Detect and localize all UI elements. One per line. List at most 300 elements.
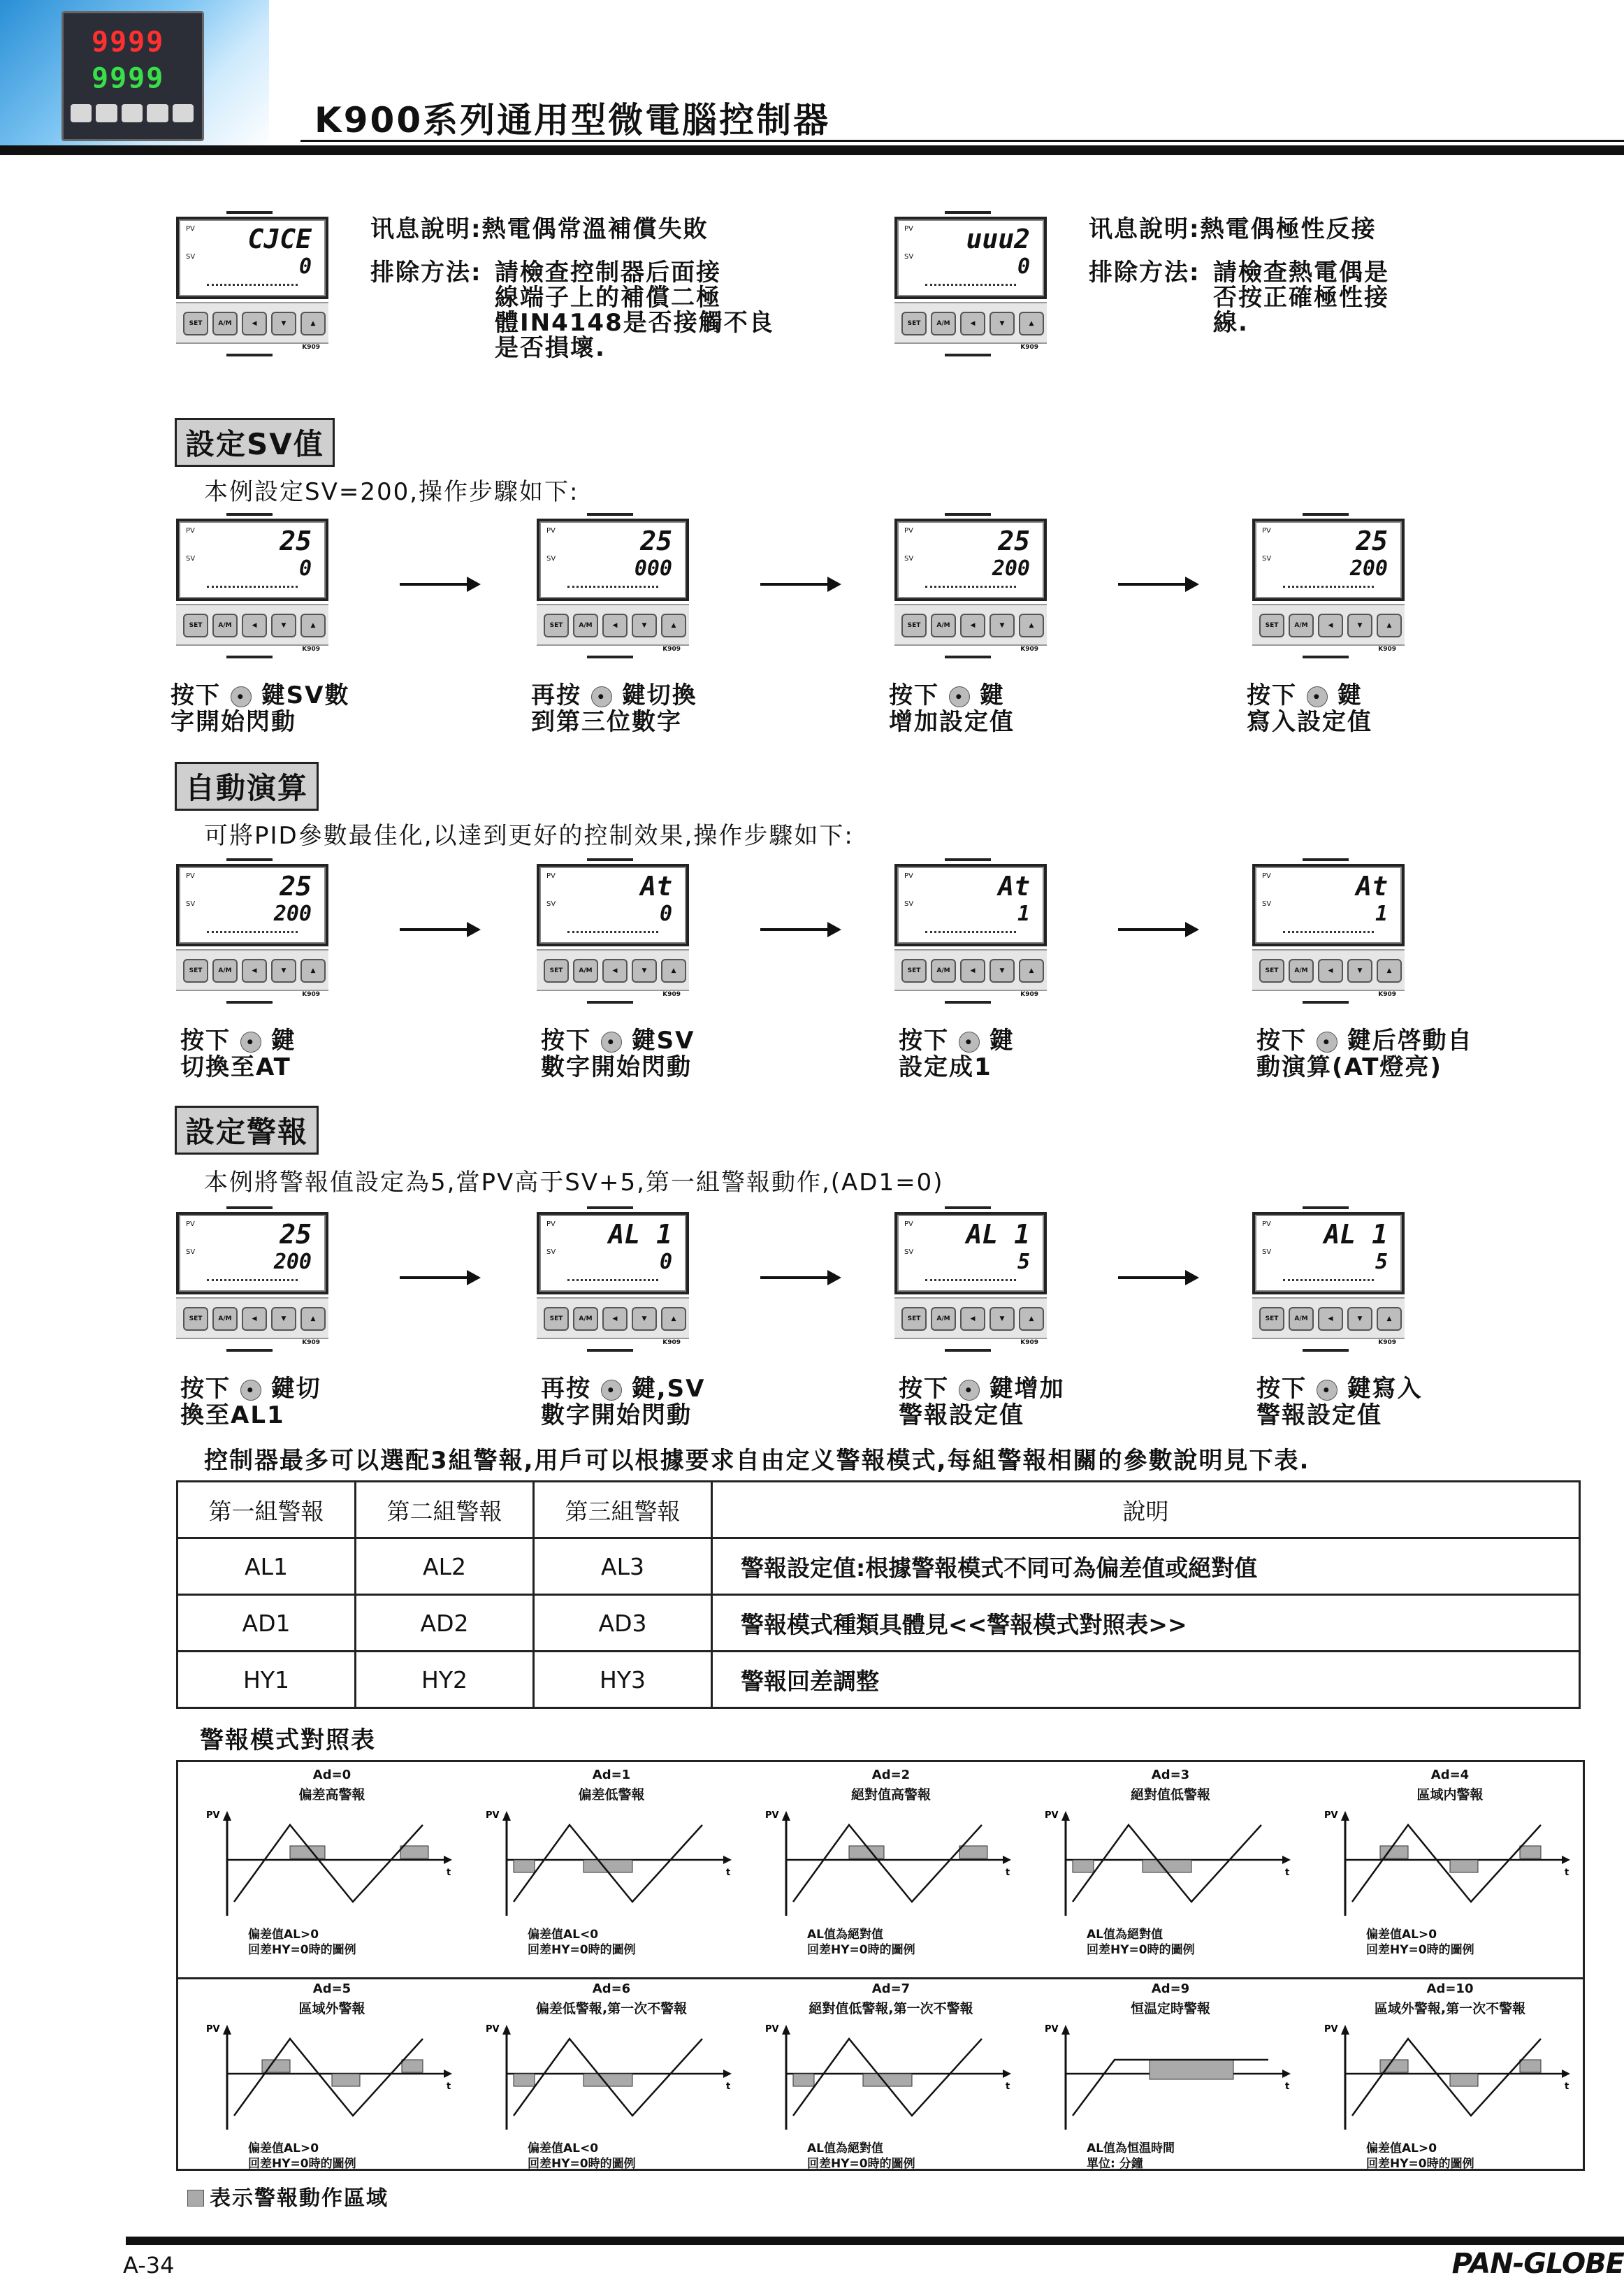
- step-arrow: [400, 928, 477, 931]
- caption-result: 數字開始閃動: [541, 1053, 692, 1081]
- up-key: ▲: [661, 959, 686, 983]
- lcd-screen: [537, 519, 689, 601]
- sv-readout: 200: [273, 902, 312, 926]
- pv-label: PV: [904, 527, 913, 535]
- table-header: 第三組警報: [534, 1482, 712, 1538]
- footer-brand: PAN-GLOBE: [1451, 2248, 1624, 2280]
- sv-readout: 200: [992, 556, 1030, 581]
- key-panel: [176, 302, 328, 344]
- header-rule: [0, 145, 1624, 155]
- mode-plot: [472, 2011, 751, 2137]
- controller-display: [537, 1212, 690, 1352]
- page-title: K900系列通用型微電腦控制器: [314, 100, 831, 140]
- caption-verb: 按下: [899, 1027, 949, 1055]
- pv-readout: At: [1356, 871, 1388, 902]
- set-key: SET: [1259, 614, 1284, 637]
- key-panel: [176, 949, 328, 991]
- info-label: 讯息說明:: [1089, 215, 1201, 243]
- mode-note: 回差HY=0時的圖例: [807, 2157, 915, 2171]
- lcd-screen: [537, 864, 689, 946]
- up-key: ▲: [1377, 959, 1402, 983]
- left-key: ◀: [242, 614, 267, 637]
- down-key: ▼: [632, 1307, 657, 1331]
- table-cell: AD1: [177, 1595, 356, 1652]
- mode-name: 絕對值低警報: [1130, 1787, 1210, 1803]
- set-key: SET: [183, 959, 208, 983]
- pv-label: PV: [186, 527, 195, 535]
- mode-plot: [192, 1797, 472, 1923]
- model-label: K909: [1378, 1339, 1396, 1346]
- up-key: ▲: [300, 959, 326, 983]
- alarm-parameter-table: [176, 1480, 1581, 1709]
- caption-action: 鍵: [270, 1027, 296, 1055]
- sv-label: SV: [186, 900, 196, 908]
- controller-photo: [61, 11, 204, 141]
- up-key: ▲: [661, 1307, 686, 1331]
- caption-verb: 按下: [889, 681, 939, 709]
- table-header: 第一組警報: [177, 1482, 356, 1538]
- am-key: A/M: [212, 312, 238, 335]
- axis-label-t: t: [1285, 2081, 1290, 2092]
- down-key: ▼: [1347, 1307, 1372, 1331]
- caption-action: 鍵增加: [989, 1375, 1065, 1403]
- legend: [187, 2181, 389, 2211]
- sv-readout: 0: [298, 556, 312, 581]
- up-key: ▲: [1377, 1307, 1402, 1331]
- alarm-mode-diagram: [1310, 1762, 1590, 1965]
- up-key: ▲: [661, 614, 686, 637]
- pv-readout: 25: [998, 526, 1030, 556]
- set-key: SET: [183, 312, 208, 335]
- model-label: K909: [302, 1339, 320, 1346]
- axis-label-pv: PV: [1045, 1810, 1059, 1821]
- mode-note: 回差HY=0時的圖例: [248, 2157, 356, 2171]
- mode-name: 區域内警報: [1416, 1787, 1484, 1803]
- table-header-row: [177, 1482, 1580, 1538]
- lcd-screen: [1252, 1212, 1405, 1294]
- am-key: A/M: [212, 959, 238, 983]
- key-icon: ●: [231, 686, 252, 707]
- mode-plot: [1310, 1797, 1590, 1923]
- sv-label: SV: [904, 555, 914, 563]
- table-cell: HY1: [177, 1652, 356, 1708]
- controller-display: [894, 217, 1048, 356]
- page-number: A-34: [123, 2252, 175, 2279]
- axis-label-pv: PV: [1324, 2024, 1338, 2035]
- step-caption: [899, 1375, 1065, 1429]
- step-caption: [541, 1375, 705, 1429]
- lcd-screen: [537, 1212, 689, 1294]
- key-panel: [176, 1297, 328, 1339]
- step-arrow: [760, 583, 837, 586]
- caption-result: 數字開始閃動: [541, 1401, 692, 1429]
- am-key: A/M: [931, 1307, 956, 1331]
- key-panel: [1252, 1297, 1405, 1339]
- mode-note: AL值為恒温時間: [1087, 2142, 1175, 2155]
- am-key: A/M: [573, 614, 598, 637]
- key-panel: [537, 1297, 689, 1339]
- caption-result: 換至AL1: [180, 1401, 285, 1429]
- set-key: SET: [901, 312, 927, 335]
- table-cell: 警報設定值:根據警報模式不同可為偏差值或絕對值: [712, 1538, 1580, 1595]
- section-intro-alarm: 本例將警報值設定為5,當PV高于SV+5,第一組警報動作,(AD1=0): [204, 1169, 944, 1197]
- pv-readout: At: [998, 871, 1030, 902]
- axis-label-t: t: [447, 1868, 451, 1878]
- step-arrow: [760, 928, 837, 931]
- axis-label-pv: PV: [486, 1810, 500, 1821]
- model-label: K909: [1378, 991, 1396, 998]
- photo-keys: [71, 104, 194, 122]
- sv-readout: 000: [634, 556, 672, 581]
- mode-code: Ad=6: [592, 1981, 631, 1996]
- step-arrow: [1118, 1276, 1195, 1279]
- caption-verb: 再按: [541, 1375, 591, 1403]
- step-caption: [171, 682, 350, 735]
- error-fix-line: 否按正確極性接: [1213, 284, 1389, 312]
- photo-pv-readout: 9999: [92, 26, 165, 58]
- pv-label: PV: [904, 1220, 913, 1228]
- alarm-mode-diagram: [472, 1762, 751, 1965]
- caption-action: 鍵SV數: [261, 681, 350, 709]
- am-key: A/M: [931, 312, 956, 335]
- up-key: ▲: [300, 614, 326, 637]
- mode-note: AL值為絕對值: [1087, 1928, 1163, 1942]
- caption-verb: 按下: [1256, 1027, 1307, 1055]
- error-fix-label: 排除方法:: [370, 259, 482, 287]
- step-caption: [889, 682, 1015, 735]
- step-caption: [541, 1027, 695, 1081]
- pv-label: PV: [546, 527, 556, 535]
- sv-label: SV: [546, 555, 556, 563]
- caption-verb: 按下: [541, 1027, 591, 1055]
- mode-name: 恒温定時警報: [1130, 2001, 1210, 2016]
- step-caption: [180, 1375, 321, 1429]
- mode-note: 偏差值AL>0: [248, 2142, 319, 2155]
- caption-result: 動演算(AT燈亮): [1256, 1053, 1442, 1081]
- caption-verb: 按下: [1247, 681, 1297, 709]
- mode-name: 偏差高警報: [298, 1787, 365, 1803]
- lcd-screen: [894, 519, 1047, 601]
- lcd-screen: [176, 1212, 328, 1294]
- mode-code: Ad=3: [1151, 1768, 1190, 1782]
- step-caption: [899, 1027, 1015, 1081]
- error-fix-line: 線.: [1213, 309, 1249, 337]
- alarm-mode-diagram: [1310, 1976, 1590, 2179]
- controller-display: [1252, 519, 1406, 658]
- up-key: ▲: [1019, 1307, 1044, 1331]
- pv-label: PV: [1262, 527, 1271, 535]
- step-arrow: [400, 583, 477, 586]
- set-key: SET: [544, 959, 569, 983]
- lcd-screen: [176, 217, 328, 299]
- mode-note: 回差HY=0時的圖例: [807, 1943, 915, 1957]
- key-panel: [537, 604, 689, 646]
- down-key: ▼: [632, 959, 657, 983]
- axis-label-pv: PV: [206, 1810, 220, 1821]
- section-title-sv: 設定SV值: [175, 418, 335, 467]
- axis-label-pv: PV: [765, 2024, 779, 2035]
- axis-label-t: t: [447, 2081, 451, 2092]
- lcd-screen: [894, 1212, 1047, 1294]
- axis-label-pv: PV: [1045, 2024, 1059, 2035]
- pv-label: PV: [904, 872, 913, 880]
- photo-sv-readout: 9999: [92, 62, 165, 94]
- key-panel: [176, 604, 328, 646]
- model-label: K909: [662, 646, 681, 653]
- caption-action: 鍵SV: [631, 1027, 695, 1055]
- table-cell: 警報回差調整: [712, 1652, 1580, 1708]
- controller-display: [894, 1212, 1048, 1352]
- mode-plot: [472, 1797, 751, 1923]
- alarm-mode-diagram: [192, 1976, 472, 2179]
- caption-action: 鍵寫入: [1347, 1375, 1423, 1403]
- alarm-mode-diagram: [192, 1762, 472, 1965]
- key-panel: [894, 302, 1047, 344]
- left-key: ◀: [242, 312, 267, 335]
- set-key: SET: [544, 614, 569, 637]
- model-label: K909: [302, 991, 320, 998]
- model-label: K909: [662, 1339, 681, 1346]
- sv-readout: 5: [1375, 1250, 1388, 1274]
- up-key: ▲: [1377, 614, 1402, 637]
- controller-display: [176, 864, 330, 1004]
- sv-readout: 0: [659, 1250, 672, 1274]
- alarm-note: 控制器最多可以選配3組警報,用戶可以根據要求自由定义警報模式,每組警報相關的參數說明見下表.: [204, 1447, 1310, 1475]
- axis-label-t: t: [1565, 2081, 1569, 2092]
- mode-plot: [751, 1797, 1031, 1923]
- pv-label: PV: [1262, 1220, 1271, 1228]
- am-key: A/M: [212, 1307, 238, 1331]
- model-label: K909: [1020, 646, 1038, 653]
- am-key: A/M: [931, 959, 956, 983]
- controller-display: [537, 519, 690, 658]
- mode-name: 絕對值低警報,第一次不警報: [809, 2001, 973, 2016]
- axis-label-t: t: [726, 2081, 731, 2092]
- caption-result: 警報設定值: [1256, 1401, 1382, 1429]
- footer-rule: [126, 2237, 1624, 2245]
- axis-label-t: t: [1006, 1868, 1010, 1878]
- table-cell: HY3: [534, 1652, 712, 1708]
- key-panel: [894, 1297, 1047, 1339]
- mode-plot: [1310, 2011, 1590, 2137]
- mode-name: 絕對值高警報: [850, 1787, 931, 1803]
- section-title-at: 自動演算: [175, 762, 319, 811]
- left-key: ◀: [602, 614, 628, 637]
- mode-plot: [1031, 1797, 1310, 1923]
- lcd-screen: [1252, 519, 1405, 601]
- axis-label-t: t: [1285, 1868, 1290, 1878]
- am-key: A/M: [573, 959, 598, 983]
- key-icon: ●: [959, 1380, 980, 1401]
- set-key: SET: [901, 1307, 927, 1331]
- left-key: ◀: [960, 959, 985, 983]
- model-label: K909: [662, 991, 681, 998]
- error-info: [1089, 217, 1377, 242]
- pv-readout: AL 1: [1324, 1219, 1388, 1250]
- key-panel: [894, 604, 1047, 646]
- mode-note: 偏差值AL<0: [528, 2142, 599, 2155]
- set-key: SET: [1259, 1307, 1284, 1331]
- mode-note: 回差HY=0時的圖例: [248, 1943, 356, 1957]
- down-key: ▼: [271, 312, 296, 335]
- mode-plot: [751, 2011, 1031, 2137]
- mode-code: Ad=1: [592, 1768, 631, 1782]
- left-key: ◀: [960, 614, 985, 637]
- left-key: ◀: [960, 312, 985, 335]
- sv-readout: 200: [273, 1250, 312, 1274]
- mode-note: 單位: 分鐘: [1087, 2157, 1143, 2171]
- caption-action: 鍵: [979, 681, 1005, 709]
- lcd-screen: [894, 864, 1047, 946]
- key-icon: ●: [240, 1380, 261, 1401]
- down-key: ▼: [271, 1307, 296, 1331]
- step-arrow: [1118, 928, 1195, 931]
- am-key: A/M: [1289, 959, 1314, 983]
- down-key: ▼: [989, 959, 1015, 983]
- controller-display: [894, 864, 1048, 1004]
- am-key: A/M: [573, 1307, 598, 1331]
- sv-label: SV: [904, 900, 914, 908]
- down-key: ▼: [632, 614, 657, 637]
- step-caption: [1256, 1027, 1473, 1081]
- mode-note: 偏差值AL>0: [248, 1928, 319, 1942]
- am-key: A/M: [931, 614, 956, 637]
- info-text: 熱電偶極性反接: [1200, 215, 1377, 243]
- section-intro-at: 可將PID參數最佳化,以達到更好的控制效果,操作步驟如下:: [204, 822, 854, 850]
- step-arrow: [400, 1276, 477, 1279]
- caption-verb: 按下: [899, 1375, 949, 1403]
- header-image: [0, 0, 269, 150]
- mode-table-title: 警報模式對照表: [200, 1726, 376, 1754]
- up-key: ▲: [1019, 312, 1044, 335]
- sv-label: SV: [904, 1248, 914, 1256]
- step-caption: [1247, 682, 1372, 735]
- mode-code: Ad=7: [871, 1981, 911, 1996]
- pv-label: PV: [186, 1220, 195, 1228]
- down-key: ▼: [989, 614, 1015, 637]
- caption-action: 鍵切: [270, 1375, 321, 1403]
- up-key: ▲: [1019, 959, 1044, 983]
- key-panel: [894, 949, 1047, 991]
- table-header: 第二組警報: [356, 1482, 534, 1538]
- sv-readout: 0: [659, 902, 672, 926]
- axis-label-pv: PV: [765, 1810, 779, 1821]
- caption-result: 切換至AT: [180, 1053, 291, 1081]
- sv-label: SV: [186, 1248, 196, 1256]
- key-icon: ●: [601, 1032, 622, 1053]
- mode-name: 區域外警報: [298, 2001, 365, 2016]
- mode-note: AL值為絕對值: [807, 2142, 883, 2155]
- model-label: K909: [1020, 991, 1038, 998]
- error-fix-line: 請檢查熱電偶是: [1213, 259, 1389, 287]
- set-key: SET: [901, 959, 927, 983]
- controller-display: [537, 864, 690, 1004]
- alarm-mode-diagram: [472, 1976, 751, 2179]
- key-icon: ●: [959, 1032, 980, 1053]
- model-label: K909: [302, 646, 320, 653]
- mode-note: 偏差值AL>0: [1366, 1928, 1437, 1942]
- up-key: ▲: [300, 312, 326, 335]
- step-caption: [1256, 1375, 1423, 1429]
- alarm-mode-diagram: [1031, 1976, 1310, 2179]
- sv-readout: 1: [1375, 902, 1388, 926]
- sv-label: SV: [904, 253, 914, 261]
- axis-label-pv: PV: [206, 2024, 220, 2035]
- set-key: SET: [901, 614, 927, 637]
- controller-display: [1252, 1212, 1406, 1352]
- down-key: ▼: [989, 1307, 1015, 1331]
- section-intro-sv: 本例設定SV=200,操作步驟如下:: [204, 478, 579, 506]
- mode-code: Ad=5: [312, 1981, 351, 1996]
- lcd-screen: [1252, 864, 1405, 946]
- lcd-screen: [894, 217, 1047, 299]
- info-text: 熱電偶常溫補償失敗: [481, 215, 709, 243]
- mode-note: 回差HY=0時的圖例: [1087, 1943, 1195, 1957]
- table-cell: AD2: [356, 1595, 534, 1652]
- axis-label-pv: PV: [1324, 1810, 1338, 1821]
- section-title-alarm: 設定警報: [175, 1106, 319, 1155]
- mode-plot: [192, 2011, 472, 2137]
- down-key: ▼: [271, 614, 296, 637]
- pv-readout: uuu2: [966, 224, 1030, 254]
- legend-text: 表示警報動作區域: [210, 2186, 389, 2211]
- table-row: [177, 1652, 1580, 1708]
- model-label: K909: [1020, 1339, 1038, 1346]
- down-key: ▼: [989, 312, 1015, 335]
- step-arrow: [1118, 583, 1195, 586]
- controller-display: [176, 1212, 330, 1352]
- table-cell: AD3: [534, 1595, 712, 1652]
- mode-code: Ad=10: [1426, 1981, 1474, 1996]
- model-label: K909: [1378, 646, 1396, 653]
- sv-label: SV: [546, 1248, 556, 1256]
- key-icon: ●: [601, 1380, 622, 1401]
- key-panel: [1252, 604, 1405, 646]
- sv-label: SV: [546, 900, 556, 908]
- error-fix-line: 請檢查控制器后面接: [495, 259, 721, 287]
- caption-verb: 按下: [171, 681, 221, 709]
- error-fix-line: 是否損壞.: [495, 334, 606, 362]
- controller-display: [176, 217, 330, 356]
- am-key: A/M: [212, 614, 238, 637]
- error-info: [370, 217, 709, 242]
- left-key: ◀: [602, 959, 628, 983]
- set-key: SET: [544, 1307, 569, 1331]
- caption-verb: 按下: [180, 1375, 231, 1403]
- lcd-screen: [176, 864, 328, 946]
- model-label: K909: [302, 344, 320, 351]
- key-icon: ●: [1317, 1380, 1337, 1401]
- set-key: SET: [1259, 959, 1284, 983]
- table-row: [177, 1538, 1580, 1595]
- step-arrow: [760, 1276, 837, 1279]
- mode-note: 回差HY=0時的圖例: [528, 1943, 636, 1957]
- key-icon: ●: [591, 686, 612, 707]
- sv-label: SV: [1262, 1248, 1272, 1256]
- am-key: A/M: [1289, 614, 1314, 637]
- mode-note: AL值為絕對值: [807, 1928, 883, 1942]
- alarm-mode-diagram: [1031, 1762, 1310, 1965]
- mode-note: 偏差值AL<0: [528, 1928, 599, 1942]
- model-label: K909: [1020, 344, 1038, 351]
- caption-verb: 按下: [1256, 1375, 1307, 1403]
- table-cell: AL2: [356, 1538, 534, 1595]
- sv-readout: 5: [1017, 1250, 1030, 1274]
- set-key: SET: [183, 1307, 208, 1331]
- mode-code: Ad=0: [312, 1768, 351, 1782]
- lcd-screen: [176, 519, 328, 601]
- caption-action: 鍵后啓動自: [1347, 1027, 1473, 1055]
